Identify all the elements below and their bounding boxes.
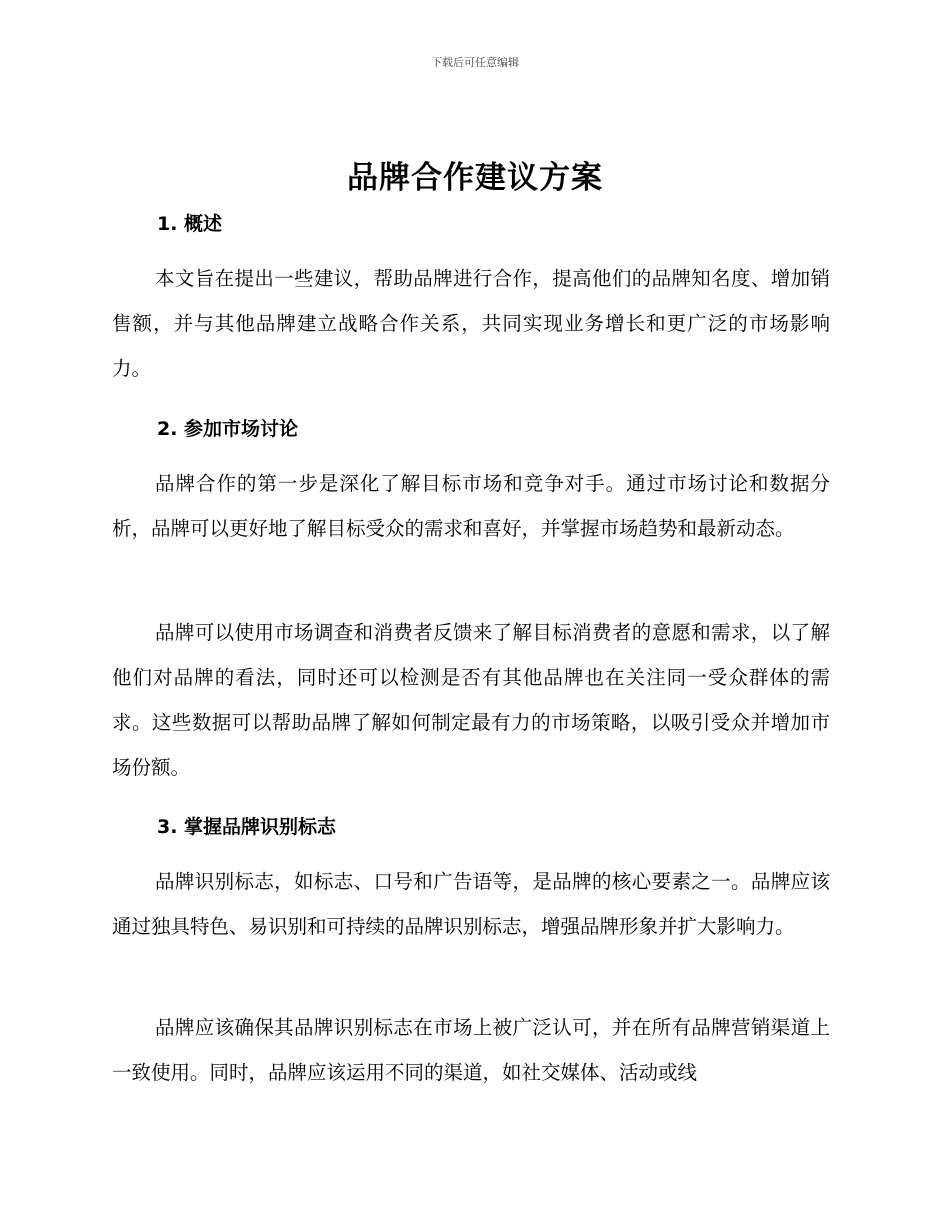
- document-title: 品牌合作建议方案: [347, 160, 603, 196]
- section-heading-market-discussion: 2. 参加市场讨论: [157, 418, 299, 440]
- section-heading-brand-identity: 3. 掌握品牌识别标志: [157, 816, 337, 838]
- paragraph-market-discussion-2: 品牌可以使用市场调查和消费者反馈来了解目标消费者的意愿和需求，以了解他们对品牌的看法，同时还可以检测是否有其他品牌也在关注同一受众群体的需求。这些数据可以帮助品牌了解如何制定最有力的市场策略，以吸引受众并增加市场份额。: [112, 621, 830, 779]
- header-note: 下载后可任意编辑: [431, 56, 519, 69]
- paragraph-brand-identity-1: 品牌识别标志，如标志、口号和广告语等，是品牌的核心要素之一。品牌应该通过独具特色、易识别和可持续的品牌识别标志，增强品牌形象并扩大影响力。: [112, 870, 830, 938]
- section-heading-overview: 1. 概述: [157, 213, 223, 235]
- paragraph-overview: 本文旨在提出一些建议，帮助品牌进行合作，提高他们的品牌知名度、增加销售额，并与其他品牌建立战略合作关系，共同实现业务增长和更广泛的市场影响力。: [112, 267, 830, 380]
- paragraph-brand-identity-2: 品牌应该确保其品牌识别标志在市场上被广泛认可，并在所有品牌营销渠道上一致使用。同时，品牌应该运用不同的渠道，如社交媒体、活动或线: [112, 1016, 830, 1084]
- paragraph-market-discussion-1: 品牌合作的第一步是深化了解目标市场和竞争对手。通过市场讨论和数据分析，品牌可以更好地了解目标受众的需求和喜好，并掌握市场趋势和最新动态。: [112, 472, 830, 540]
